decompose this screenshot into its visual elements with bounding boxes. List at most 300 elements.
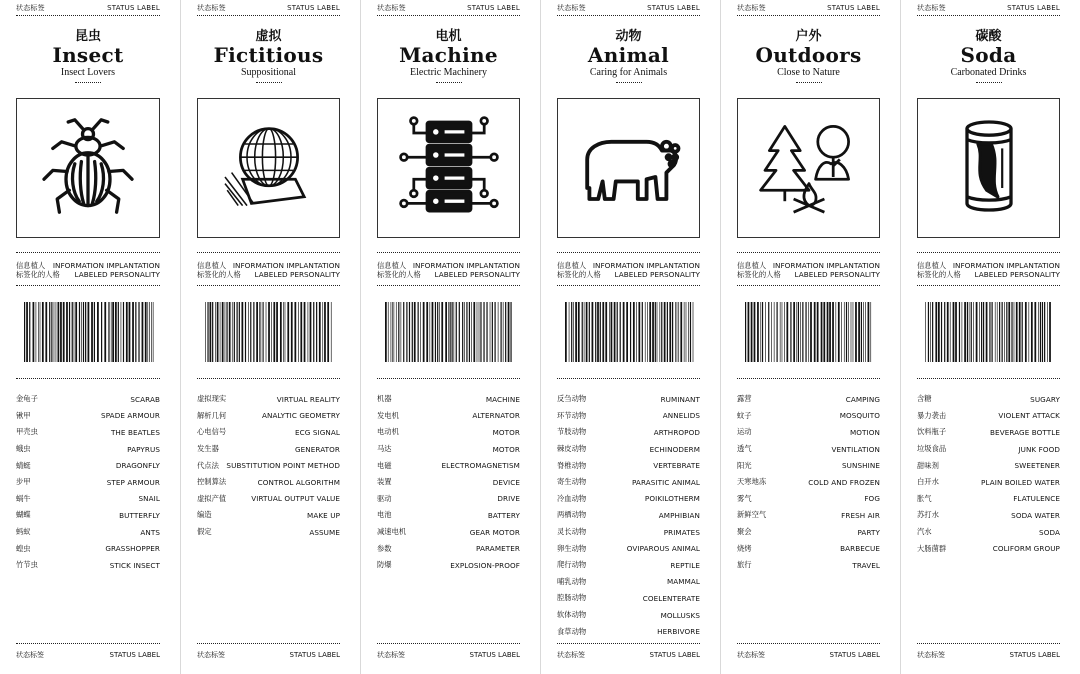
list-item (737, 491, 880, 508)
info-cn: 标签化的人格 (16, 270, 60, 279)
title-block (557, 30, 700, 83)
term-cn: 电磁 (377, 460, 392, 470)
term-cn: 蚊子 (737, 410, 752, 420)
term-en: BUTTERFLY (119, 510, 160, 520)
term-cn: 蛾虫 (16, 444, 31, 454)
category-subtitle: Electric Machinery (410, 67, 487, 78)
info-cn: 信息植人 (917, 261, 947, 270)
dotted-divider (377, 252, 520, 253)
status-label-en: STATUS LABEL (469, 651, 520, 659)
info-block (377, 261, 520, 279)
term-cn: 减速电机 (377, 527, 407, 537)
category-title-cn: 电机 (435, 29, 462, 44)
list-item (557, 507, 700, 524)
term-cn: 运动 (737, 427, 752, 437)
term-cn: 竹节虫 (16, 560, 38, 570)
term-en: PAPYRUS (127, 444, 160, 454)
status-label-en: STATUS LABEL (287, 4, 340, 12)
term-cn: 蜻蜓 (16, 460, 31, 470)
dotted-divider (197, 643, 340, 644)
term-cn: 电动机 (377, 427, 399, 437)
term-en: PARAMETER (476, 544, 520, 554)
term-en: SUNSHINE (841, 461, 880, 471)
term-list (377, 391, 520, 574)
term-cn: 旅行 (737, 560, 752, 570)
term-cn: 胀气 (917, 493, 932, 503)
term-en: ECHINODERM (649, 444, 700, 454)
dotted-divider (917, 252, 1060, 253)
term-cn: 露营 (737, 394, 752, 404)
dotted-divider (557, 378, 700, 379)
barcode (745, 302, 874, 362)
term-en: MACHINE (485, 394, 520, 404)
info-block (16, 261, 160, 279)
term-en: BEVERAGE BOTTLE (990, 427, 1060, 437)
term-cn: 饮料瓶子 (917, 427, 947, 437)
info-en: INFORMATION IMPLANTATION (772, 261, 880, 270)
info-cn: 标签化的人格 (377, 270, 421, 279)
term-en: SODA (1039, 527, 1060, 537)
barcode (24, 302, 154, 362)
status-label-en: STATUS LABEL (289, 651, 340, 659)
status-label-cn: 状态标签 (197, 4, 226, 12)
dotted-divider (917, 285, 1060, 286)
header-label (377, 3, 520, 13)
term-cn: 驱动 (377, 493, 392, 503)
status-label-cn: 状态标签 (917, 4, 946, 12)
dotted-divider (737, 643, 880, 644)
list-item (557, 540, 700, 557)
list-item (917, 391, 1060, 408)
dotted-divider (16, 252, 160, 253)
label-card (900, 0, 1080, 674)
list-item (197, 474, 340, 491)
label-card (0, 0, 180, 674)
category-subtitle: Carbonated Drinks (950, 67, 1027, 78)
term-cn: 金龟子 (16, 394, 38, 404)
label-card (720, 0, 900, 674)
status-label-cn: 状态标签 (917, 651, 945, 659)
term-cn: 甲壳虫 (16, 427, 38, 437)
list-item (737, 474, 880, 491)
term-en: GRASSHOPPER (105, 544, 160, 554)
header-label (557, 3, 700, 13)
beetle-icon (33, 111, 143, 225)
term-cn: 脊椎动物 (557, 460, 587, 470)
dotted-divider (616, 82, 642, 83)
term-cn: 软体动物 (557, 610, 587, 620)
status-label-en: STATUS LABEL (467, 4, 520, 12)
info-cn: 标签化的人格 (197, 270, 241, 279)
list-item (197, 507, 340, 524)
term-cn: 反刍动物 (557, 394, 587, 404)
category-title: Soda (960, 43, 1017, 67)
bear-icon (574, 111, 684, 225)
term-en: MAMMAL (666, 577, 700, 587)
term-en: DRAGONFLY (115, 461, 160, 471)
dotted-divider (197, 378, 340, 379)
term-en: SPADE ARMOUR (101, 411, 160, 421)
list-item (917, 441, 1060, 458)
list-item (197, 524, 340, 541)
term-cn: 雾气 (737, 493, 752, 503)
term-en: ANALYTIC GEOMETRY (262, 411, 340, 421)
list-item (197, 441, 340, 458)
illustration-frame (557, 98, 700, 238)
illustration-frame (377, 98, 520, 238)
category-title-cn: 碳酸 (975, 29, 1002, 44)
list-item (377, 391, 520, 408)
term-cn: 防爆 (377, 560, 392, 570)
term-en: PARASITIC ANIMAL (631, 477, 700, 487)
term-en: ELECTROMAGNETISM (441, 461, 520, 471)
term-cn: 马达 (377, 444, 392, 454)
info-en: INFORMATION IMPLANTATION (952, 261, 1060, 270)
term-en: FOG (864, 494, 880, 504)
dotted-divider (976, 82, 1002, 83)
dotted-divider (436, 82, 462, 83)
list-item (16, 441, 160, 458)
dotted-divider (557, 15, 700, 16)
list-item (917, 408, 1060, 425)
category-title: Machine (399, 43, 498, 67)
category-subtitle: Suppositional (240, 67, 296, 78)
info-cn: 信息植人 (557, 261, 587, 270)
term-en: VERTEBRATE (653, 461, 700, 471)
term-cn: 腔肠动物 (557, 593, 587, 603)
term-en: ALTERNATOR (472, 411, 520, 421)
list-item (377, 524, 520, 541)
list-item (917, 540, 1060, 557)
status-label-cn: 状态标签 (197, 651, 225, 659)
info-en: INFORMATION IMPLANTATION (232, 261, 340, 270)
list-item (737, 540, 880, 557)
illustration-frame (917, 98, 1060, 238)
dotted-divider (737, 252, 880, 253)
term-cn: 控制算法 (197, 477, 227, 487)
term-en: SNAIL (138, 494, 160, 504)
dotted-divider (557, 285, 700, 286)
category-title: Fictitious (213, 43, 324, 67)
term-cn: 哺乳动物 (557, 576, 587, 586)
term-cn: 新鲜空气 (737, 510, 767, 520)
info-cn: 信息植人 (377, 261, 407, 270)
list-item (557, 491, 700, 508)
title-block (917, 30, 1060, 83)
term-en: MOTOR (492, 427, 520, 437)
label-card (180, 0, 360, 674)
list-item (737, 507, 880, 524)
list-item (737, 457, 880, 474)
list-item (557, 474, 700, 491)
category-title-cn: 动物 (615, 29, 642, 44)
term-list (557, 391, 700, 640)
dotted-divider (197, 15, 340, 16)
list-item (16, 457, 160, 474)
term-cn: 虚拟现实 (197, 394, 227, 404)
term-en: STEP ARMOUR (106, 477, 160, 487)
dotted-divider (796, 82, 822, 83)
term-en: ANNELIDS (662, 411, 700, 421)
term-cn: 大肠菌群 (917, 543, 947, 553)
term-en: AMPHIBIAN (658, 510, 700, 520)
term-en: ASSUME (309, 527, 340, 537)
term-en: DRIVE (497, 494, 520, 504)
footer-label (917, 650, 1060, 660)
status-label-cn: 状态标签 (377, 4, 406, 12)
term-list (737, 391, 880, 574)
footer-label (16, 650, 160, 660)
term-cn: 机器 (377, 394, 392, 404)
term-en: SODA WATER (1011, 510, 1060, 520)
term-en: ANTS (140, 527, 160, 537)
list-item (16, 507, 160, 524)
term-en: ECG SIGNAL (295, 427, 340, 437)
sphere-icon (214, 111, 324, 225)
list-item (197, 391, 340, 408)
term-cn: 暴力袭击 (917, 410, 947, 420)
term-cn: 节肢动物 (557, 427, 587, 437)
term-en: TRAVEL (852, 560, 880, 570)
barcode (205, 302, 334, 362)
status-label-en: STATUS LABEL (1009, 651, 1060, 659)
term-en: FRESH AIR (841, 510, 880, 520)
term-en: POIKILOTHERM (644, 494, 700, 504)
term-cn: 爬行动物 (557, 560, 587, 570)
term-en: COLIFORM GROUP (992, 544, 1060, 554)
dotted-divider (377, 15, 520, 16)
status-label-en: STATUS LABEL (829, 651, 880, 659)
header-label (16, 3, 160, 13)
list-item (737, 424, 880, 441)
dotted-divider (917, 378, 1060, 379)
footer-label (377, 650, 520, 660)
term-en: PARTY (857, 527, 880, 537)
dotted-divider (197, 285, 340, 286)
list-item (917, 491, 1060, 508)
list-item (557, 408, 700, 425)
list-item (557, 441, 700, 458)
term-list (16, 391, 160, 574)
term-en: THE BEATLES (110, 427, 160, 437)
status-label-cn: 状态标签 (737, 4, 766, 12)
server-icon (394, 111, 504, 225)
term-cn: 蝴蝶 (16, 510, 31, 520)
info-block (197, 261, 340, 279)
term-en: VIRTUAL REALITY (276, 394, 340, 404)
term-list (197, 391, 340, 540)
label-card (540, 0, 720, 674)
term-cn: 发电机 (377, 410, 399, 420)
info-en: INFORMATION IMPLANTATION (592, 261, 700, 270)
term-en: COELENTERATE (642, 593, 700, 603)
list-item (917, 524, 1060, 541)
term-cn: 甜味剂 (917, 460, 939, 470)
info-block (737, 261, 880, 279)
list-item (377, 424, 520, 441)
term-en: GEAR MOTOR (469, 527, 520, 537)
term-en: GENERATOR (294, 444, 340, 454)
status-label-en: STATUS LABEL (827, 4, 880, 12)
term-en: CAMPING (845, 394, 880, 404)
term-en: FLATULENCE (1013, 494, 1060, 504)
dotted-divider (737, 15, 880, 16)
list-item (737, 391, 880, 408)
term-en: HERBIVORE (657, 627, 700, 637)
dotted-divider (737, 285, 880, 286)
list-item (377, 491, 520, 508)
dotted-divider (557, 643, 700, 644)
term-cn: 锹甲 (16, 410, 31, 420)
term-cn: 食草动物 (557, 626, 587, 636)
list-item (377, 441, 520, 458)
term-cn: 虚拟产值 (197, 493, 227, 503)
term-cn: 蜗牛 (16, 493, 31, 503)
illustration-frame (737, 98, 880, 238)
list-item (16, 474, 160, 491)
term-en: RUMINANT (660, 394, 700, 404)
term-en: MOTION (849, 427, 880, 437)
term-cn: 棘皮动物 (557, 444, 587, 454)
campfire-icon (754, 111, 864, 225)
term-cn: 蝗虫 (16, 543, 31, 553)
list-item (557, 590, 700, 607)
term-en: COLD AND FROZEN (808, 477, 880, 487)
status-label-en: STATUS LABEL (107, 4, 160, 12)
info-block (557, 261, 700, 279)
list-item (197, 424, 340, 441)
term-en: PLAIN BOILED WATER (981, 477, 1060, 487)
list-item (737, 408, 880, 425)
category-title-cn: 昆虫 (74, 29, 101, 44)
term-cn: 阳光 (737, 460, 752, 470)
barcode (565, 302, 694, 362)
info-en: LABELED PERSONALITY (434, 270, 520, 279)
info-en: INFORMATION IMPLANTATION (412, 261, 520, 270)
term-cn: 步甲 (16, 477, 31, 487)
list-item (557, 623, 700, 640)
list-item (16, 424, 160, 441)
term-cn: 白开水 (917, 477, 939, 487)
status-label-cn: 状态标签 (16, 651, 44, 659)
term-en: STICK INSECT (109, 560, 160, 570)
footer-label (197, 650, 340, 660)
term-cn: 编造 (197, 510, 212, 520)
title-block (197, 30, 340, 83)
list-item (377, 557, 520, 574)
info-en: LABELED PERSONALITY (794, 270, 880, 279)
term-en: VENTILATION (831, 444, 880, 454)
list-item (557, 607, 700, 624)
list-item (557, 391, 700, 408)
title-block (16, 30, 160, 83)
status-label-cn: 状态标签 (16, 4, 45, 12)
status-label-cn: 状态标签 (377, 651, 405, 659)
list-item (557, 424, 700, 441)
term-cn: 蚂蚁 (16, 527, 31, 537)
term-cn: 装置 (377, 477, 392, 487)
list-item (16, 540, 160, 557)
category-title: Animal (587, 43, 670, 67)
header-label (197, 3, 340, 13)
label-card (360, 0, 540, 674)
term-cn: 烧烤 (737, 543, 752, 553)
info-cn: 标签化的人格 (737, 270, 781, 279)
barcode (925, 302, 1054, 362)
term-en: VIOLENT ATTACK (998, 411, 1060, 421)
status-label-cn: 状态标签 (557, 651, 585, 659)
list-item (16, 408, 160, 425)
term-cn: 透气 (737, 444, 752, 454)
term-en: VIRTUAL OUTPUT VALUE (251, 494, 340, 504)
footer-label (557, 650, 700, 660)
dotted-divider (16, 15, 160, 16)
title-block (737, 30, 880, 83)
list-item (737, 441, 880, 458)
dotted-divider (737, 378, 880, 379)
status-label-en: STATUS LABEL (109, 651, 160, 659)
status-label-en: STATUS LABEL (649, 651, 700, 659)
term-en: MOSQUITO (839, 411, 880, 421)
term-cn: 假定 (197, 527, 212, 537)
term-list (917, 391, 1060, 557)
term-en: JUNK FOOD (1018, 444, 1060, 454)
term-en: ARTHROPOD (653, 427, 700, 437)
term-en: BARBECUE (840, 544, 880, 554)
status-label-cn: 状态标签 (557, 4, 586, 12)
info-cn: 信息植人 (197, 261, 227, 270)
category-subtitle: Caring for Animals (589, 67, 668, 78)
term-cn: 苏打水 (917, 510, 939, 520)
info-en: LABELED PERSONALITY (74, 270, 160, 279)
term-cn: 灵长动物 (557, 527, 587, 537)
dotted-divider (197, 252, 340, 253)
category-title: Insect (52, 43, 124, 67)
header-label (737, 3, 880, 13)
term-cn: 垃圾食品 (917, 444, 947, 454)
term-en: BATTERY (487, 510, 520, 520)
category-title-cn: 户外 (795, 29, 822, 44)
dotted-divider (377, 643, 520, 644)
info-en: LABELED PERSONALITY (974, 270, 1060, 279)
dotted-divider (256, 82, 282, 83)
dotted-divider (75, 82, 101, 83)
term-cn: 解析几何 (197, 410, 227, 420)
status-label-en: STATUS LABEL (1007, 4, 1060, 12)
term-cn: 冷血动物 (557, 493, 587, 503)
dotted-divider (557, 252, 700, 253)
info-en: INFORMATION IMPLANTATION (52, 261, 160, 270)
term-cn: 环节动物 (557, 410, 587, 420)
term-en: SCARAB (130, 394, 160, 404)
list-item (197, 491, 340, 508)
list-item (16, 391, 160, 408)
term-en: PRIMATES (663, 527, 700, 537)
term-cn: 心电信号 (197, 427, 227, 437)
status-label-cn: 状态标签 (737, 651, 765, 659)
category-title: Outdoors (755, 43, 862, 67)
term-en: EXPLOSION-PROOF (450, 560, 520, 570)
list-item (377, 408, 520, 425)
soda-can-icon (934, 111, 1044, 225)
list-item (917, 507, 1060, 524)
info-cn: 标签化的人格 (557, 270, 601, 279)
dotted-divider (917, 15, 1060, 16)
term-cn: 电池 (377, 510, 392, 520)
illustration-frame (16, 98, 160, 238)
header-label (917, 3, 1060, 13)
info-en: LABELED PERSONALITY (254, 270, 340, 279)
